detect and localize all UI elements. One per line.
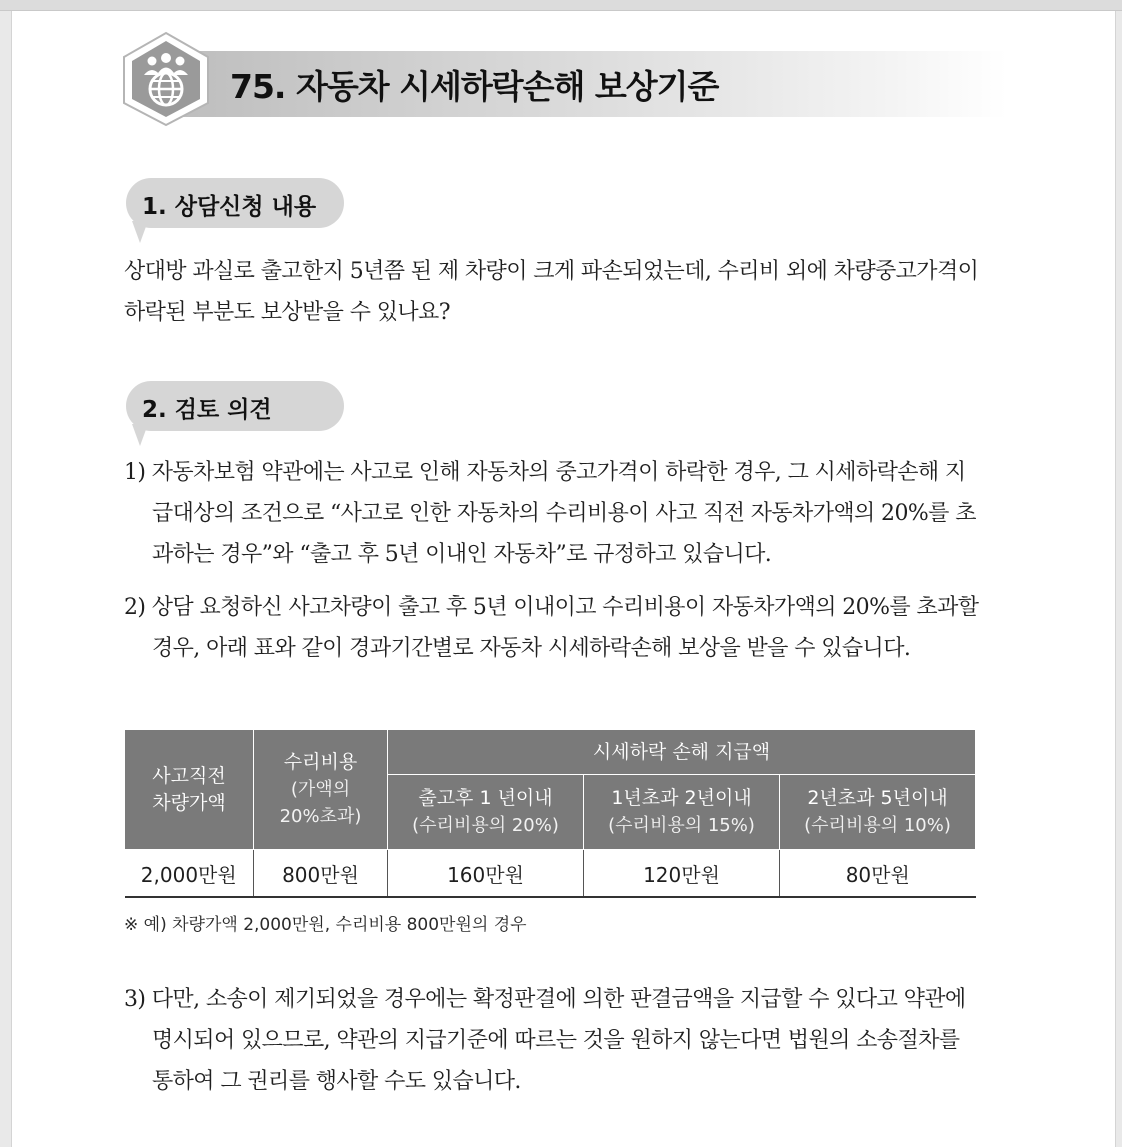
header-period-3: [780, 775, 976, 850]
viewer-top-bar: [0, 0, 1122, 11]
header-period-2: [584, 775, 780, 850]
opinion-item-1: 1) 자동차보험 약관에는 사고로 인해 자동차의 중고가격이 하락한 경우, 그 시세하락손해 지급대상의 조건으로 “사고로 인한 자동차의 수리비용이 사고 직전 자동차가액의 20%를 초과하는 경우”와 “출고 후 5년 이내인 자동차”로 규정하고 있습니다.: [124, 460, 976, 567]
header-vehicle-value: [125, 730, 254, 850]
table-note: ※ 예) 차량가액 2,000만원, 수리비용 800만원의 경우: [124, 915, 527, 935]
people-globe-icon: [122, 31, 210, 127]
header-repair-cost: [254, 730, 388, 850]
section2-heading: 2. 검토 의견: [142, 397, 272, 423]
header-period-2-main: 1년초과 2년이내: [611, 787, 752, 809]
table-row: [125, 850, 976, 898]
page-title: 75. 자동차 시세하락손해 보상기준: [230, 67, 719, 106]
cell-period-3: 80만원: [780, 850, 976, 898]
section2-pill-tail: [132, 424, 148, 446]
header-repair-cost-line1: 수리비용: [283, 751, 358, 773]
section1-pill-tail: [132, 221, 148, 243]
opinion-item-3: 3) 다만, 소송이 제기되었을 경우에는 확정판결에 의한 판결금액을 지급할 수 있다고 약관에 명시되어 있으므로, 약관의 지급기준에 따르는 것을 원하지 않는다면 법원의 소송절차를 통하여 그 권리를 행사할 수도 있습니다.: [124, 987, 966, 1094]
header-repair-cost-line3: 20%초과): [279, 806, 362, 827]
header-vehicle-value-line1: 사고직전: [152, 764, 226, 787]
cell-repair-cost: 800만원: [254, 850, 388, 898]
header-period-2-sub: (수리비용의 15%): [608, 815, 755, 836]
opinion-item-2: 2) 상담 요청하신 사고차량이 출고 후 5년 이내이고 수리비용이 자동차가액의 20%를 초과할 경우, 아래 표와 같이 경과기간별로 자동차 시세하락손해 보상을 받을 수 있습니다.: [124, 595, 979, 661]
cell-vehicle-value: 2,000만원: [125, 850, 254, 898]
header-period-3-sub: (수리비용의 10%): [804, 815, 951, 836]
header-period-1-sub: (수리비용의 20%): [412, 815, 559, 836]
compensation-table: [124, 729, 976, 898]
header-repair-cost-line2: (가액의: [290, 779, 351, 800]
document-page: [11, 11, 1116, 1147]
header-group-compensation: 시세하락 손해 지급액: [388, 730, 976, 775]
header-period-1-main: 출고후 1 년이내: [418, 787, 553, 809]
header-vehicle-value-line2: 차량가액: [152, 791, 226, 814]
section1-heading: 1. 상담신청 내용: [142, 194, 317, 220]
section1-body: 상대방 과실로 출고한지 5년쯤 된 제 차량이 크게 파손되었는데, 수리비 외에 차량중고가격이 하락된 부분도 보상받을 수 있나요?: [124, 259, 979, 325]
cell-period-1: 160만원: [388, 850, 584, 898]
cell-period-2: 120만원: [584, 850, 780, 898]
table-header-row-1: [125, 730, 976, 775]
header-period-1: [388, 775, 584, 850]
header-period-3-main: 2년초과 5년이내: [807, 787, 948, 809]
